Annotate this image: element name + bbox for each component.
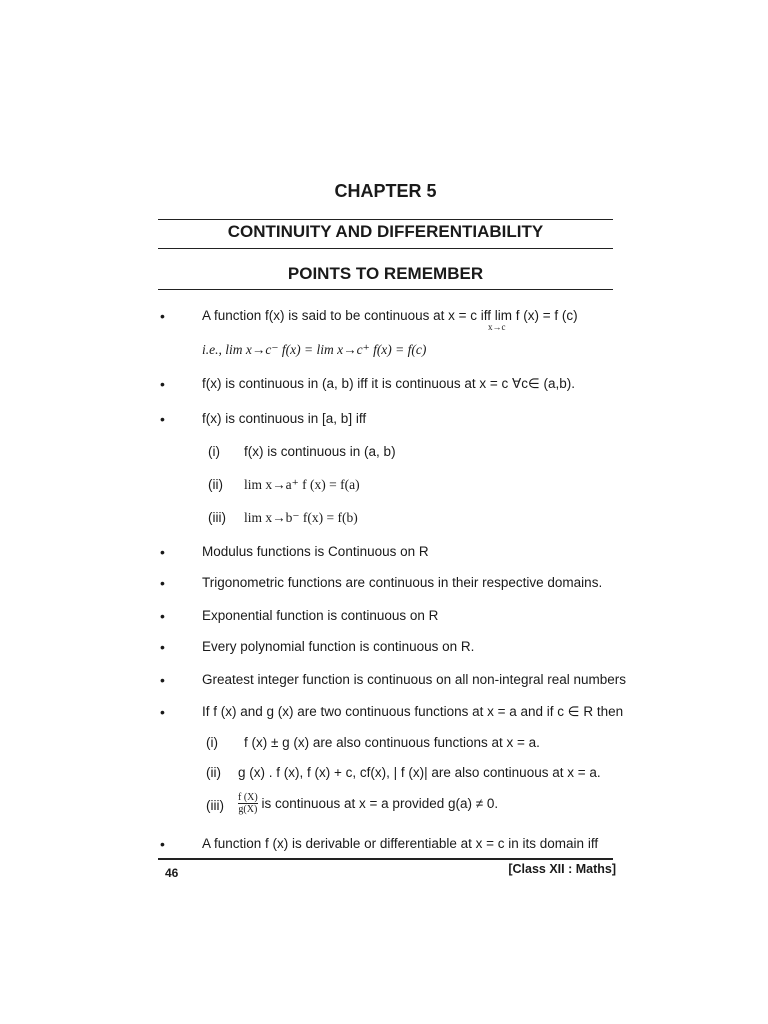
- point-continuity-definition: A function f(x) is said to be continuous at x = c iff lim f (x) = f (c): [202, 308, 578, 323]
- bullet-marker: •: [160, 575, 165, 591]
- point-open-interval: f(x) is continuous in (a, b) iff it is continuous at x = c ∀c∈ (a,b).: [202, 376, 576, 391]
- chapter-heading: CHAPTER 5: [334, 181, 437, 201]
- chapter-title: CONTINUITY AND DIFFERENTIABILITY: [227, 222, 544, 241]
- point-two-functions: If f (x) and g (x) are two continuous functions at x = a and if c ∈ R then: [202, 704, 624, 719]
- sub-condition-ii: lim x→a⁺ f (x) = f(a): [244, 477, 360, 492]
- rule-middle: [158, 248, 613, 249]
- point-differentiable: A function f (x) is derivable or differentiable at x = c in its domain iff: [202, 836, 599, 851]
- bullet-marker: •: [160, 376, 165, 392]
- class-label: [Class XII : Maths]: [508, 862, 616, 876]
- sub-property-ii: g (x) . f (x), f (x) + c, cf(x), | f (x)| are also continuous at x = a.: [238, 765, 601, 780]
- footer-rule: [158, 858, 613, 860]
- point-greatest-integer: Greatest integer function is continuous on all non-integral real numbers: [202, 672, 626, 687]
- page-number: 46: [165, 866, 179, 880]
- bullet-marker: •: [160, 544, 165, 560]
- point-modulus: Modulus functions is Continuous on R: [202, 544, 429, 559]
- sub-property-i: f (x) ± g (x) are also continuous functions at x = a.: [244, 735, 540, 750]
- fraction: $\frac{f (X)}{g(X)}$: [238, 792, 258, 815]
- point-trigonometric: Trigonometric functions are continuous in their respective domains.: [202, 575, 603, 590]
- sub-number: (i): [206, 735, 218, 750]
- sub-property-iii: $\frac{f (X)}{g(X)}$ is continuous at x = a provided g(a) ≠ 0.: [238, 792, 499, 815]
- rule-top: [158, 219, 613, 220]
- section-heading: POINTS TO REMEMBER: [287, 264, 484, 283]
- bullet-marker: •: [160, 704, 165, 720]
- sub-number: (iii): [206, 798, 224, 813]
- bullet-marker: •: [160, 608, 165, 624]
- sub-condition-iii: lim x→b⁻ f(x) = f(b): [244, 510, 358, 525]
- bullet-marker: •: [160, 836, 165, 852]
- limit-subscript: x→c: [488, 322, 506, 332]
- point-ie-equation: i.e., lim x→c⁻ f(x) = lim x→c⁺ f(x) = f(c): [202, 342, 427, 357]
- bullet-marker: •: [160, 672, 165, 688]
- point-polynomial: Every polynomial function is continuous on R.: [202, 639, 475, 654]
- sub-number: (i): [208, 444, 220, 459]
- point-closed-interval: f(x) is continuous in [a, b] iff: [202, 411, 367, 426]
- sub-number: (ii): [208, 477, 223, 492]
- sub-number: (ii): [206, 765, 221, 780]
- rule-bottom: [158, 289, 613, 290]
- sub-condition-i: f(x) is continuous in (a, b): [244, 444, 396, 459]
- point-exponential: Exponential function is continuous on R: [202, 608, 439, 623]
- bullet-marker: •: [160, 308, 165, 324]
- bullet-marker: •: [160, 411, 165, 427]
- bullet-marker: •: [160, 639, 165, 655]
- sub-number: (iii): [208, 510, 226, 525]
